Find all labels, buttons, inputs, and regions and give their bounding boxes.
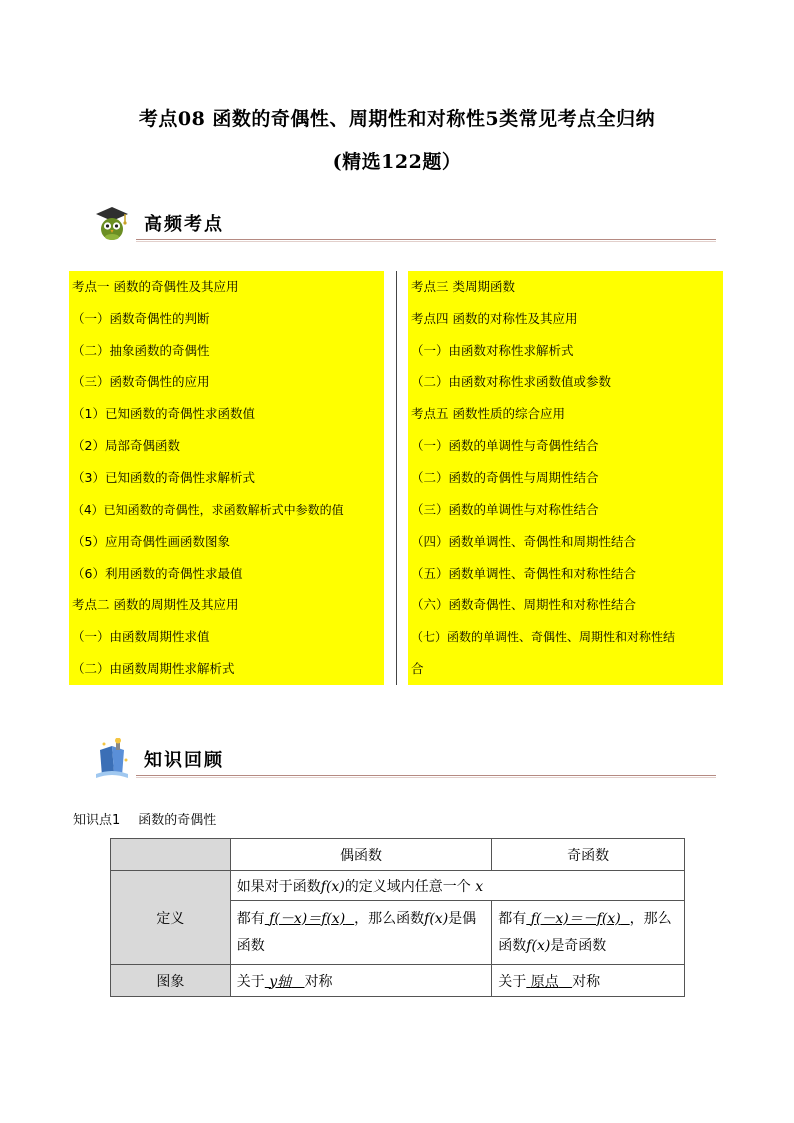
outline-item: （1）已知函数的奇偶性求函数值 [72, 406, 255, 421]
table-corner-cell [111, 839, 231, 871]
section-rule [136, 775, 716, 776]
outline-item: 考点五 函数性质的综合应用 [411, 406, 565, 421]
outline-item: （二）由函数对称性求函数值或参数 [411, 374, 612, 389]
outline-item: （三）函数奇偶性的应用 [72, 374, 210, 389]
outline-divider [396, 271, 397, 685]
knowledge-point-text: 函数的奇偶性 [138, 813, 217, 828]
outline-item: （二）由函数周期性求解析式 [72, 661, 235, 676]
section-rule-light [136, 777, 716, 778]
section-header-label: 高频考点 [144, 214, 224, 235]
header-even-function: 偶函数 [230, 839, 492, 871]
section-rule [136, 239, 716, 240]
outline-item: （二）抽象函数的奇偶性 [72, 343, 210, 358]
section-rule-light [136, 241, 716, 242]
outline-item: （4）已知函数的奇偶性，求函数解析式中参数的值 [72, 503, 344, 517]
outline-item: （二）函数的奇偶性与周期性结合 [411, 470, 599, 485]
outline-item: （五）函数单调性、奇偶性和对称性结合 [411, 566, 637, 581]
outline-item: （5）应用奇偶性画函数图象 [72, 534, 230, 549]
knowledge-point-title [73, 809, 216, 828]
graduate-owl-icon [92, 202, 132, 242]
outline-item: （三）函数的单调性与对称性结合 [411, 502, 599, 517]
definition-odd-cell: 都有 f(－x)＝－f(x) ，那么函数f(x)是奇函数 [492, 901, 685, 965]
outline-left-column [69, 271, 384, 685]
outline-item: （2）局部奇偶函数 [72, 438, 180, 453]
row-label-definition: 定义 [111, 871, 231, 965]
page-title: 考点08 函数的奇偶性、周期性和对称性5类常见考点全归纳 [138, 108, 656, 130]
graph-odd-cell: 关于 原点 对称 [492, 965, 685, 997]
header-odd-function: 奇函数 [492, 839, 685, 871]
row-label-graph: 图象 [111, 965, 231, 997]
page-subtitle: (精选122题） [332, 151, 462, 173]
definition-common-cell: 如果对于函数f(x)的定义域内任意一个 x [230, 871, 684, 901]
outline-item: 考点三 类周期函数 [411, 279, 515, 294]
outline-item: （四）函数单调性、奇偶性和周期性结合 [411, 534, 637, 549]
outline-item: 合 [411, 661, 424, 676]
outline-item: （一）由函数对称性求解析式 [411, 343, 574, 358]
table-row [111, 965, 685, 997]
section-header-knowledge-review [92, 738, 716, 778]
section-header-high-frequency [92, 202, 716, 242]
outline-item: （七）函数的单调性、奇偶性、周期性和对称性结 [411, 630, 676, 644]
outline-item: 考点一 函数的奇偶性及其应用 [72, 279, 239, 294]
outline-item: 考点二 函数的周期性及其应用 [72, 597, 239, 612]
section-header-label: 知识回顾 [144, 750, 224, 771]
outline-item: 考点四 函数的对称性及其应用 [411, 311, 578, 326]
outline-item: （六）函数奇偶性、周期性和对称性结合 [411, 597, 637, 612]
outline-item: （一）函数的单调性与奇偶性结合 [411, 438, 599, 453]
outline-item: （一）由函数周期性求值 [72, 629, 210, 644]
knowledge-point-number: 知识点1 [73, 813, 121, 828]
outline-right-column [408, 271, 723, 685]
book-lamp-icon [92, 738, 132, 780]
outline-item: （一）函数奇偶性的判断 [72, 311, 210, 326]
definition-even-cell: 都有 f(－x)＝f(x) ，那么函数f(x)是偶函数 [230, 901, 492, 965]
table-header-row [111, 839, 685, 871]
graph-even-cell: 关于 y轴 对称 [230, 965, 492, 997]
table-row [111, 871, 685, 901]
parity-table [110, 838, 685, 997]
outline-item: （6）利用函数的奇偶性求最值 [72, 566, 243, 581]
outline-item: （3）已知函数的奇偶性求解析式 [72, 470, 255, 485]
